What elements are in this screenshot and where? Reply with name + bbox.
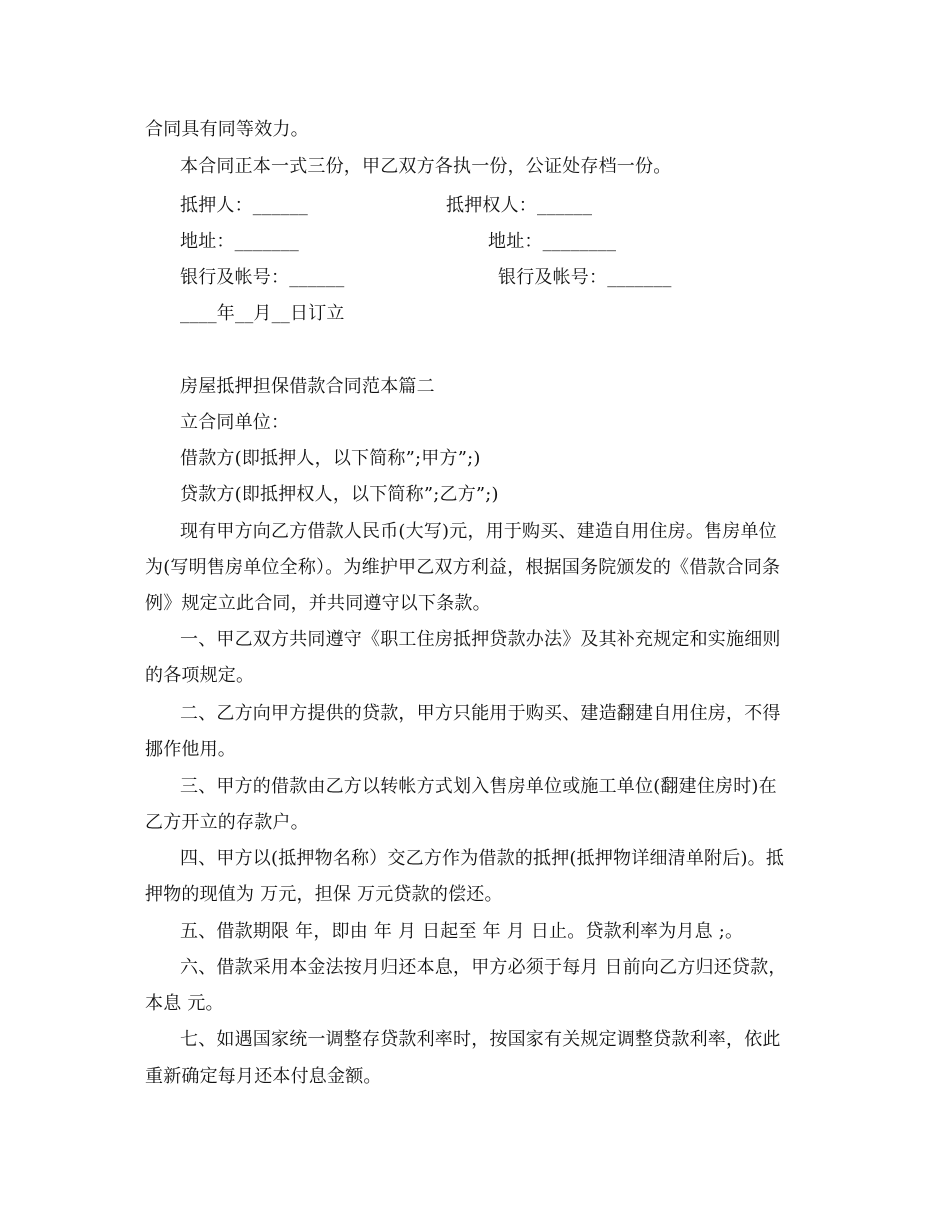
intro-line-3: 例》规定立此合同，并共同遵守以下条款。 bbox=[145, 593, 491, 614]
address-right-field: 地址：________ bbox=[488, 231, 617, 252]
signature-row-party bbox=[180, 194, 805, 218]
bank-right-field: 银行及帐号：_______ bbox=[498, 267, 672, 288]
clause-5-line-1: 五、借款期限 年，即由 年 月 日起至 年 月 日止。贷款利率为月息 ;。 bbox=[180, 921, 744, 942]
bank-left-field: 银行及帐号：______ bbox=[180, 267, 345, 288]
intro-line-2: 为(写明售房单位全称）。为维护甲乙双方利益，根据国务院颁发的《借款合同条 bbox=[145, 557, 781, 578]
clause-4-line-1: 四、甲方以(抵押物名称）交乙方作为借款的抵押(抵押物详细清单附后)。抵 bbox=[180, 848, 785, 869]
clause-3-line-1: 三、甲方的借款由乙方以转帐方式划入售房单位或施工单位(翻建住房时)在 bbox=[180, 776, 777, 797]
intro-line-1: 现有甲方向乙方借款人民币(大写)元，用于购买、建造自用住房。售房单位 bbox=[180, 521, 777, 542]
clause-4-line-2: 押物的现值为 万元，担保 万元贷款的偿还。 bbox=[145, 884, 503, 905]
borrower-line: 借款方(即抵押人，以下简称”;甲方”;) bbox=[180, 448, 481, 469]
copies-clause: 本合同正本一式三份，甲乙双方各执一份，公证处存档一份。 bbox=[180, 156, 672, 177]
clause-6-line-1: 六、借款采用本金法按月归还本息，甲方必须于每月 日前向乙方归还贷款， bbox=[180, 957, 787, 978]
clause-6-line-2: 本息 元。 bbox=[145, 993, 224, 1014]
signature-row-bank bbox=[180, 266, 805, 290]
mortgagee-field: 抵押权人：______ bbox=[446, 195, 593, 216]
lender-line: 贷款方(即抵押权人，以下简称”;乙方”;) bbox=[180, 484, 499, 505]
clause-1-line-2: 的各项规定。 bbox=[145, 665, 255, 686]
clause-2-line-2: 挪作他用。 bbox=[145, 739, 236, 760]
clause-7-line-1: 七、如遇国家统一调整存贷款利率时，按国家有关规定调整贷款利率，依此 bbox=[180, 1029, 781, 1050]
parties-label: 立合同单位： bbox=[180, 412, 290, 433]
continuation-text: 合同具有同等效力。 bbox=[145, 119, 309, 140]
address-left-field: 地址：_______ bbox=[180, 231, 299, 252]
clause-3-line-2: 乙方开立的存款户。 bbox=[145, 812, 309, 833]
mortgagor-field: 抵押人：______ bbox=[180, 195, 308, 216]
clause-2-line-1: 二、乙方向甲方提供的贷款，甲方只能用于购买、建造翻建自用住房，不得 bbox=[180, 703, 781, 724]
signature-row-address bbox=[180, 230, 805, 254]
signing-date: ____年__月__日订立 bbox=[180, 303, 345, 324]
clause-1-line-1: 一、甲乙双方共同遵守《职工住房抵押贷款办法》及其补充规定和实施细则 bbox=[180, 629, 781, 650]
section-title: 房屋抵押担保借款合同范本篇二 bbox=[180, 376, 435, 397]
clause-7-line-2: 重新确定每月还本付息金额。 bbox=[145, 1066, 382, 1087]
